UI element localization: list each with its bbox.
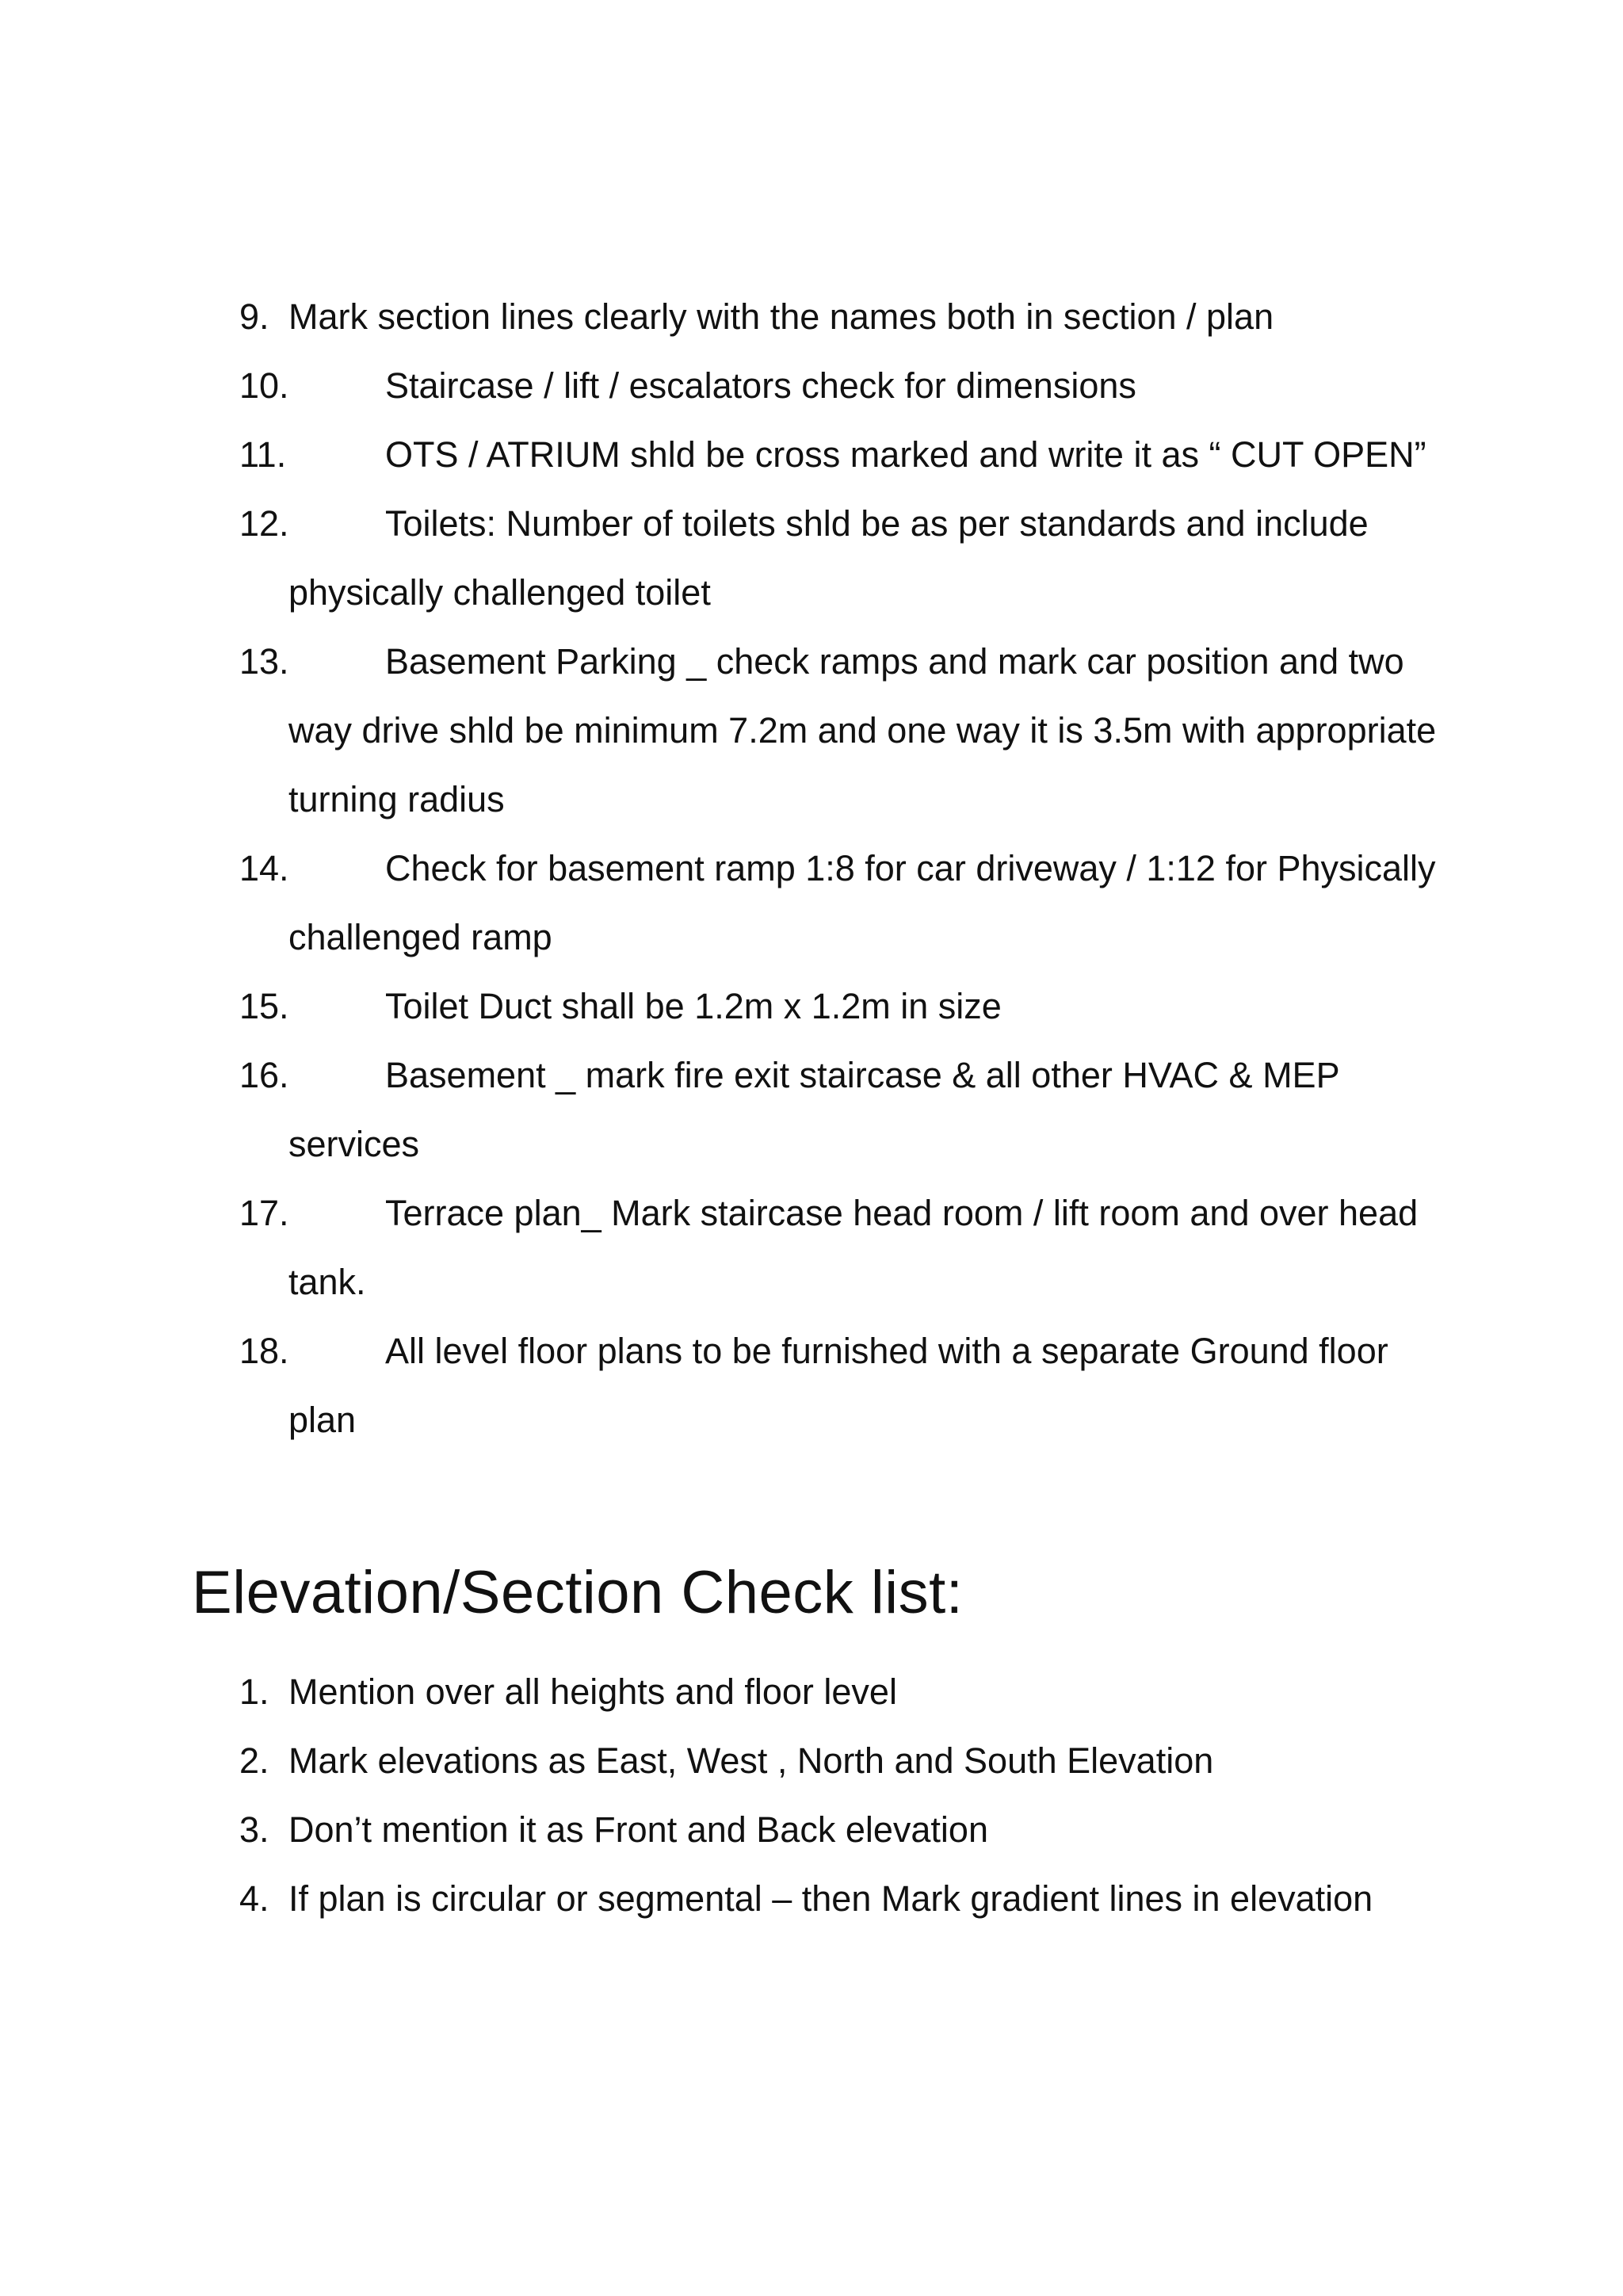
item-number: 3. — [239, 1809, 269, 1850]
item-text: Basement Parking _ check ramps and mark car position and two way drive shld be minimum 7.2m and one way it is 3.5m with appropriate turning radius — [288, 641, 1437, 819]
item-number: 11. — [239, 434, 287, 475]
item-number: 4. — [239, 1878, 269, 1919]
item-number: 17. — [239, 1193, 289, 1233]
list-item — [0, 1864, 1445, 1933]
list-item — [0, 972, 1445, 1041]
list-item — [0, 627, 1445, 834]
item-number: 12. — [239, 503, 289, 544]
section-heading: Elevation/Section Check list: — [192, 1559, 964, 1626]
item-text: Mention over all heights and floor level — [288, 1671, 897, 1712]
list-item — [0, 834, 1445, 972]
list-item — [0, 1726, 1445, 1795]
list-item — [0, 282, 1445, 351]
item-number: 18. — [239, 1331, 289, 1371]
item-text: OTS / ATRIUM shld be cross marked and write it as “ CUT OPEN” — [385, 434, 1426, 475]
floor-plan-checklist — [0, 282, 1623, 1454]
item-text: Toilet Duct shall be 1.2m x 1.2m in size — [385, 986, 1002, 1026]
item-number: 9. — [239, 296, 269, 337]
item-text: Mark elevations as East, West , North and South Elevation — [288, 1740, 1214, 1781]
item-text: If plan is circular or segmental – then Mark gradient lines in elevation — [288, 1878, 1373, 1919]
list-item — [0, 420, 1445, 489]
item-number: 15. — [239, 986, 289, 1026]
item-text: Staircase / lift / escalators check for dimensions — [385, 365, 1136, 406]
item-number: 2. — [239, 1740, 269, 1781]
list-item — [0, 489, 1445, 627]
elevation-checklist — [0, 1657, 1623, 1933]
item-text: Toilets: Number of toilets shld be as per standards and include physically challenged toilet — [288, 503, 1369, 613]
item-number: 13. — [239, 641, 289, 682]
list-item — [0, 1041, 1445, 1179]
item-text: Mark section lines clearly with the names both in section / plan — [288, 296, 1274, 337]
item-text: All level floor plans to be furnished with a separate Ground floor plan — [288, 1331, 1388, 1440]
item-text: Don’t mention it as Front and Back elevation — [288, 1809, 988, 1850]
item-text: Check for basement ramp 1:8 for car driveway / 1:12 for Physically challenged ramp — [288, 848, 1436, 957]
list-item — [0, 1179, 1445, 1316]
item-number: 16. — [239, 1055, 289, 1095]
item-number: 14. — [239, 848, 289, 888]
item-text: Basement _ mark fire exit staircase & all other HVAC & MEP services — [288, 1055, 1339, 1164]
item-number: 1. — [239, 1671, 269, 1712]
item-text: Terrace plan_ Mark staircase head room / lift room and over head tank. — [288, 1193, 1419, 1302]
list-item — [0, 351, 1445, 420]
item-number: 10. — [239, 365, 289, 406]
list-item — [0, 1657, 1445, 1726]
list-item — [0, 1795, 1445, 1864]
list-item — [0, 1316, 1445, 1454]
